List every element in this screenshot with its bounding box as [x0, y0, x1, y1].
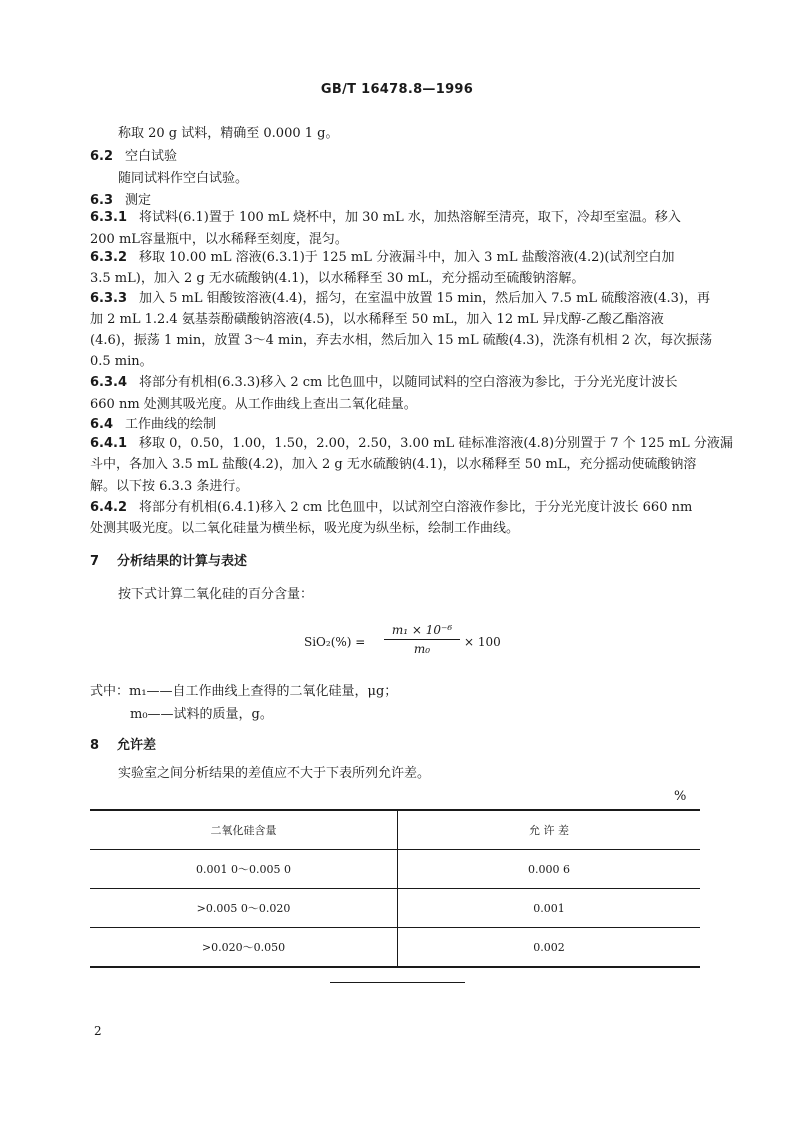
- clause-number: 6.3.2: [90, 250, 128, 265]
- clause-6-4-2: [90, 500, 710, 516]
- clause-6-3-2: [90, 250, 710, 266]
- paragraph-line: 按下式计算二氧化硅的百分含量：: [118, 587, 314, 602]
- tolerance-table: [90, 809, 700, 968]
- paragraph-line: (4.6)，振荡 1 min，放置 3～4 min，弃去水相，然后加入 15 mL 硫酸(4.3)，洗涤有机相 2 次，每次振荡: [90, 333, 713, 348]
- formula-denominator: m₀: [413, 642, 431, 656]
- formula-numerator: m₁ × 10⁻⁶: [391, 623, 453, 637]
- paragraph-line: 加 2 mL 1.2.4 氨基萘酚磺酸钠溶液(4.5)，以水稀释至 50 mL，加入 12 mL 异戊醇-乙酸乙酯溶液: [90, 312, 664, 327]
- section-title: 工作曲线的绘制: [125, 417, 217, 432]
- clause-text: 将部分有机相(6.3.3)移入 2 cm 比色皿中，以随同试料的空白溶液为参比，于分光光度计波长: [139, 375, 678, 390]
- table-header-row: [90, 810, 700, 850]
- formula-lhs: SiO₂(%) =: [304, 635, 366, 649]
- table-cell-content: >0.020～0.050: [90, 928, 398, 968]
- clause-text: 移取 0，0.50，1.00，1.50，2.00，2.50，3.00 mL 硅标准溶液(4.8)分别置于 7 个 125 mL 分液漏: [139, 436, 733, 451]
- clause-6-3-3: [90, 291, 710, 307]
- paragraph-line: 斗中，各加入 3.5 mL 盐酸(4.2)，加入 2 g 无水硫酸钠(4.1)，以水稀释至 50 mL，充分摇动使硫酸钠溶: [90, 457, 697, 472]
- table-row: [90, 928, 700, 968]
- clause-text: 将试料(6.1)置于 100 mL 烧杯中，加 30 mL 水，加热溶解至清亮，取下，冷却至室温。移入: [139, 210, 681, 225]
- section-number: 8: [90, 738, 100, 753]
- table-row: [90, 850, 700, 889]
- page-header-standard: GB/T 16478.8—1996: [320, 82, 474, 97]
- section-heading-6-3: [90, 193, 710, 209]
- table-unit: %: [674, 789, 687, 804]
- clause-number: 6.3.1: [90, 210, 128, 225]
- table-row: [90, 889, 700, 928]
- fraction-bar: [384, 639, 460, 640]
- clause-6-3-1: [90, 210, 710, 226]
- paragraph-line: 称取 20 g 试料，精确至 0.000 1 g。: [118, 126, 339, 141]
- table-cell-tolerance: 0.000 6: [398, 850, 701, 889]
- table-cell-tolerance: 0.002: [398, 928, 701, 968]
- paragraph-line: 处测其吸光度。以二氧化硅量为横坐标，吸光度为纵坐标，绘制工作曲线。: [90, 521, 520, 536]
- formula-fraction: [384, 623, 460, 656]
- where-clause-m1: 式中：m₁——自工作曲线上查得的二氧化硅量，μg；: [90, 684, 398, 699]
- paragraph-line: 解。以下按 6.3.3 条进行。: [90, 479, 249, 494]
- section-title: 允许差: [117, 738, 157, 753]
- clause-6-4-1: [90, 436, 733, 452]
- section-heading-6-2: [90, 149, 710, 165]
- section-number: 7: [90, 554, 100, 569]
- clause-text: 移取 10.00 mL 溶液(6.3.1)于 125 mL 分液漏斗中，加入 3 mL 盐酸溶液(4.2)(试剂空白加: [139, 250, 675, 265]
- clause-6-3-4: [90, 375, 710, 391]
- clause-number: 6.3.3: [90, 291, 128, 306]
- paragraph-line: 实验室之间分析结果的差值应不大于下表所列允许差。: [118, 766, 431, 781]
- section-title: 分析结果的计算与表述: [117, 554, 248, 569]
- section-heading-6-4: [90, 417, 710, 433]
- where-clause-m0: m₀——试料的质量，g。: [130, 707, 273, 722]
- clause-number: 6.4.1: [90, 436, 128, 451]
- section-number: 6.2: [90, 149, 114, 164]
- paragraph-line: 0.5 min。: [90, 354, 153, 369]
- section-heading-7: [90, 554, 710, 570]
- clause-number: 6.3.4: [90, 375, 128, 390]
- section-title: 测定: [125, 193, 152, 208]
- clause-number: 6.4.2: [90, 500, 128, 515]
- table-cell-content: 0.001 0～0.005 0: [90, 850, 398, 889]
- paragraph-line: 3.5 mL)，加入 2 g 无水硫酸钠(4.1)，以水稀释至 30 mL，充分摇动至硫酸钠溶解。: [90, 271, 585, 286]
- paragraph-line: 随同试料作空白试验。: [118, 171, 249, 186]
- end-rule: [330, 982, 465, 983]
- silica-formula: [304, 623, 504, 663]
- formula-rhs: × 100: [464, 635, 501, 649]
- paragraph-line: 200 mL容量瓶中，以水稀释至刻度，混匀。: [90, 232, 348, 247]
- column-header-tolerance: 允 许 差: [398, 810, 701, 850]
- section-number: 6.4: [90, 417, 114, 432]
- clause-text: 将部分有机相(6.4.1)移入 2 cm 比色皿中，以试剂空白溶液作参比，于分光光度计波长 660 nm: [139, 500, 693, 515]
- table-cell-content: >0.005 0～0.020: [90, 889, 398, 928]
- paragraph-line: 660 nm 处测其吸光度。从工作曲线上查出二氧化硅量。: [90, 397, 417, 412]
- table-cell-tolerance: 0.001: [398, 889, 701, 928]
- section-title: 空白试验: [125, 149, 178, 164]
- page-number: 2: [94, 1024, 102, 1038]
- column-header-content: 二氧化硅含量: [90, 810, 398, 850]
- section-heading-8: [90, 738, 710, 754]
- section-number: 6.3: [90, 193, 114, 208]
- clause-text: 加入 5 mL 钼酸铵溶液(4.4)，摇匀，在室温中放置 15 min，然后加入 7.5 mL 硫酸溶液(4.3)，再: [139, 291, 710, 306]
